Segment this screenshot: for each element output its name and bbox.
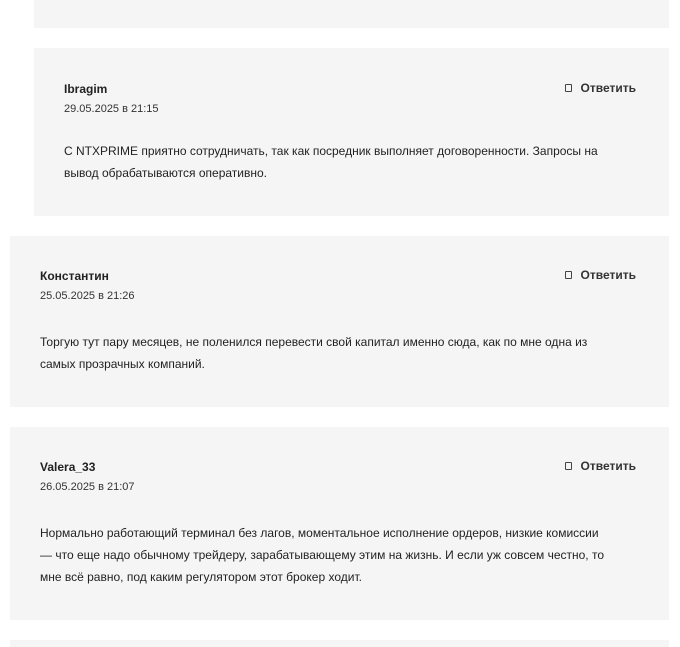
comment-text-line: вывод обрабатываются оперативно. (64, 166, 267, 180)
reply-icon (565, 462, 572, 470)
reply-icon (565, 271, 572, 279)
comment-text-line: мне всё равно, под каким регулятором этот брокер ходит. (40, 570, 362, 584)
comment-text (64, 140, 654, 184)
comment-card (34, 48, 669, 216)
comment-author: Valera_33 (40, 460, 96, 474)
reply-label: Ответить (580, 459, 636, 473)
comment-text (40, 522, 655, 588)
comment-author: Константин (40, 269, 109, 283)
reply-label: Ответить (580, 81, 636, 95)
reply-label: Ответить (580, 268, 636, 282)
comment-text-line: самых прозрачных компаний. (40, 357, 205, 371)
comment-text (40, 331, 655, 375)
comment-text-line: Нормально работающий терминал без лагов, моментальное исполнение ордеров, низкие комиссии (40, 526, 599, 540)
comment-card-partial-top (34, 0, 669, 28)
reply-icon (565, 84, 572, 92)
reply-button[interactable] (565, 459, 636, 473)
comment-date: 25.05.2025 в 21:26 (40, 290, 135, 302)
comment-text-line: С NTXPRIME приятно сотрудничать, так как посредник выполняет договоренности. Запросы на (64, 144, 598, 158)
comment-date: 26.05.2025 в 21:07 (40, 481, 135, 493)
comment-text-line: — что еще надо обычному трейдеру, зарабатывающему этим на жизнь. И если уж совсем честно, то (40, 548, 605, 562)
reply-button[interactable] (565, 81, 636, 95)
comment-card-partial-bottom (10, 640, 669, 647)
reply-button[interactable] (565, 268, 636, 282)
comment-text-line: Торгую тут пару месяцев, не поленился перевести свой капитал именно сюда, как по мне одна из (40, 335, 588, 349)
comment-card (10, 427, 669, 620)
comment-date: 29.05.2025 в 21:15 (64, 103, 159, 115)
comment-card (10, 236, 669, 407)
comment-author: Ibragim (64, 82, 108, 96)
